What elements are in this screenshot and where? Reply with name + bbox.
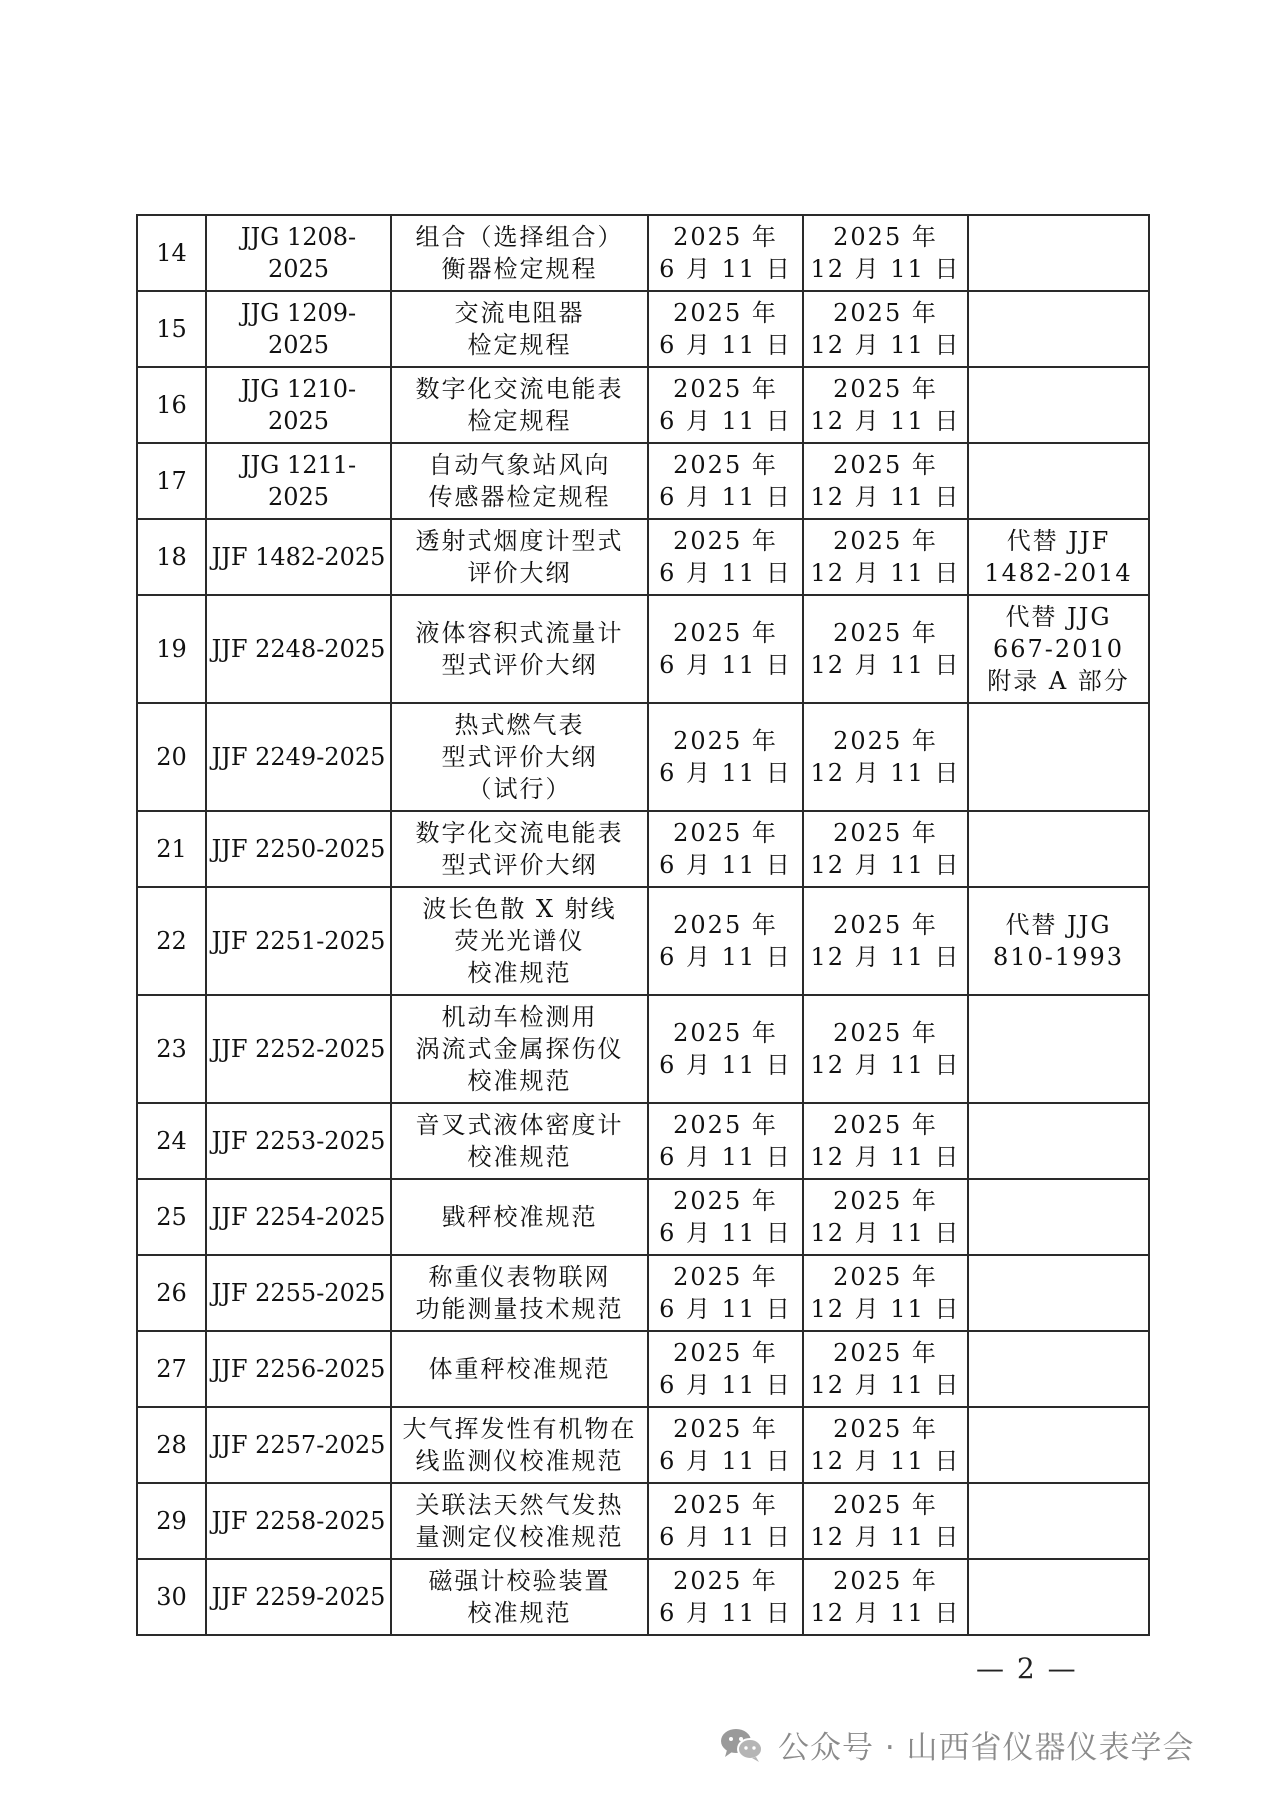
issue-date-cell: 2025 年 6 月 11 日 (648, 1559, 803, 1635)
table-row (137, 995, 1149, 1103)
row-number-cell: 30 (137, 1559, 206, 1635)
standard-code-cell: JJG 1209-2025 (206, 291, 391, 367)
issue-date-cell: 2025 年 6 月 11 日 (648, 1331, 803, 1407)
effective-date-cell: 2025 年 12 月 11 日 (803, 703, 968, 811)
standard-code-cell: JJF 2257-2025 (206, 1407, 391, 1483)
remark-cell (968, 1103, 1149, 1179)
effective-date-cell: 2025 年 12 月 11 日 (803, 887, 968, 995)
effective-date-cell: 2025 年 12 月 11 日 (803, 995, 968, 1103)
effective-date-cell: 2025 年 12 月 11 日 (803, 291, 968, 367)
standard-code-cell: JJF 2258-2025 (206, 1483, 391, 1559)
effective-date-cell: 2025 年 12 月 11 日 (803, 1255, 968, 1331)
row-number-cell: 23 (137, 995, 206, 1103)
standard-name-cell: 磁强计校验装置 校准规范 (391, 1559, 648, 1635)
row-number-cell: 24 (137, 1103, 206, 1179)
table-row (137, 887, 1149, 995)
standard-code-cell: JJG 1211-2025 (206, 443, 391, 519)
standard-name-cell: 波长色散 X 射线 荧光光谱仪 校准规范 (391, 887, 648, 995)
effective-date-cell: 2025 年 12 月 11 日 (803, 443, 968, 519)
remark-cell: 代替 JJG 810-1993 (968, 887, 1149, 995)
issue-date-cell: 2025 年 6 月 11 日 (648, 367, 803, 443)
standard-name-cell: 透射式烟度计型式 评价大纲 (391, 519, 648, 595)
remark-cell (968, 811, 1149, 887)
standards-table (136, 214, 1150, 1636)
remark-cell (968, 443, 1149, 519)
standard-name-cell: 机动车检测用 涡流式金属探伤仪 校准规范 (391, 995, 648, 1103)
table-row (137, 1559, 1149, 1635)
standard-code-cell: JJG 1208-2025 (206, 215, 391, 291)
effective-date-cell: 2025 年 12 月 11 日 (803, 215, 968, 291)
standard-code-cell: JJF 2254-2025 (206, 1179, 391, 1255)
row-number-cell: 25 (137, 1179, 206, 1255)
effective-date-cell: 2025 年 12 月 11 日 (803, 1103, 968, 1179)
remark-cell (968, 703, 1149, 811)
standard-code-cell: JJF 2253-2025 (206, 1103, 391, 1179)
effective-date-cell: 2025 年 12 月 11 日 (803, 1483, 968, 1559)
effective-date-cell: 2025 年 12 月 11 日 (803, 367, 968, 443)
issue-date-cell: 2025 年 6 月 11 日 (648, 1255, 803, 1331)
issue-date-cell: 2025 年 6 月 11 日 (648, 215, 803, 291)
standard-code-cell: JJF 2250-2025 (206, 811, 391, 887)
remark-cell (968, 1483, 1149, 1559)
standard-name-cell: 热式燃气表 型式评价大纲 （试行） (391, 703, 648, 811)
row-number-cell: 22 (137, 887, 206, 995)
standard-code-cell: JJF 2248-2025 (206, 595, 391, 703)
effective-date-cell: 2025 年 12 月 11 日 (803, 519, 968, 595)
issue-date-cell: 2025 年 6 月 11 日 (648, 1407, 803, 1483)
remark-cell (968, 1407, 1149, 1483)
standard-name-cell: 组合（选择组合） 衡器检定规程 (391, 215, 648, 291)
table-row (137, 1179, 1149, 1255)
standard-name-cell: 数字化交流电能表 检定规程 (391, 367, 648, 443)
table-row (137, 595, 1149, 703)
table-row (137, 291, 1149, 367)
table-row (137, 443, 1149, 519)
standard-name-cell: 戥秤校准规范 (391, 1179, 648, 1255)
row-number-cell: 21 (137, 811, 206, 887)
table-row (137, 1483, 1149, 1559)
standard-name-cell: 交流电阻器 检定规程 (391, 291, 648, 367)
standard-code-cell: JJF 2255-2025 (206, 1255, 391, 1331)
row-number-cell: 28 (137, 1407, 206, 1483)
remark-cell (968, 1255, 1149, 1331)
table-row (137, 1331, 1149, 1407)
standard-name-cell: 关联法天然气发热 量测定仪校准规范 (391, 1483, 648, 1559)
standard-code-cell: JJF 2256-2025 (206, 1331, 391, 1407)
remark-cell: 代替 JJG 667-2010 附录 A 部分 (968, 595, 1149, 703)
remark-cell (968, 1331, 1149, 1407)
effective-date-cell: 2025 年 12 月 11 日 (803, 811, 968, 887)
effective-date-cell: 2025 年 12 月 11 日 (803, 1331, 968, 1407)
watermark-text: 公众号 · 山西省仪器仪表学会 (778, 1730, 1195, 1766)
standard-name-cell: 称重仪表物联网 功能测量技术规范 (391, 1255, 648, 1331)
remark-cell: 代替 JJF 1482-2014 (968, 519, 1149, 595)
table-row (137, 1255, 1149, 1331)
table-row (137, 519, 1149, 595)
effective-date-cell: 2025 年 12 月 11 日 (803, 1179, 968, 1255)
standard-name-cell: 数字化交流电能表 型式评价大纲 (391, 811, 648, 887)
standard-name-cell: 大气挥发性有机物在 线监测仪校准规范 (391, 1407, 648, 1483)
row-number-cell: 26 (137, 1255, 206, 1331)
table-row (137, 215, 1149, 291)
row-number-cell: 27 (137, 1331, 206, 1407)
wechat-icon (720, 1727, 764, 1763)
remark-cell (968, 291, 1149, 367)
standard-code-cell: JJG 1210-2025 (206, 367, 391, 443)
standard-code-cell: JJF 2249-2025 (206, 703, 391, 811)
page-number: — 2 — (976, 1652, 1078, 1685)
remark-cell (968, 1559, 1149, 1635)
remark-cell (968, 215, 1149, 291)
issue-date-cell: 2025 年 6 月 11 日 (648, 443, 803, 519)
standard-code-cell: JJF 2252-2025 (206, 995, 391, 1103)
standard-name-cell: 液体容积式流量计 型式评价大纲 (391, 595, 648, 703)
table-row (137, 811, 1149, 887)
remark-cell (968, 995, 1149, 1103)
issue-date-cell: 2025 年 6 月 11 日 (648, 519, 803, 595)
row-number-cell: 19 (137, 595, 206, 703)
effective-date-cell: 2025 年 12 月 11 日 (803, 1559, 968, 1635)
row-number-cell: 18 (137, 519, 206, 595)
row-number-cell: 14 (137, 215, 206, 291)
effective-date-cell: 2025 年 12 月 11 日 (803, 595, 968, 703)
standard-name-cell: 音叉式液体密度计 校准规范 (391, 1103, 648, 1179)
issue-date-cell: 2025 年 6 月 11 日 (648, 1179, 803, 1255)
issue-date-cell: 2025 年 6 月 11 日 (648, 1483, 803, 1559)
row-number-cell: 17 (137, 443, 206, 519)
issue-date-cell: 2025 年 6 月 11 日 (648, 703, 803, 811)
issue-date-cell: 2025 年 6 月 11 日 (648, 291, 803, 367)
issue-date-cell: 2025 年 6 月 11 日 (648, 811, 803, 887)
issue-date-cell: 2025 年 6 月 11 日 (648, 995, 803, 1103)
row-number-cell: 16 (137, 367, 206, 443)
standard-name-cell: 自动气象站风向 传感器检定规程 (391, 443, 648, 519)
standard-code-cell: JJF 1482-2025 (206, 519, 391, 595)
row-number-cell: 15 (137, 291, 206, 367)
issue-date-cell: 2025 年 6 月 11 日 (648, 1103, 803, 1179)
issue-date-cell: 2025 年 6 月 11 日 (648, 595, 803, 703)
standard-code-cell: JJF 2259-2025 (206, 1559, 391, 1635)
table-row (137, 703, 1149, 811)
standard-code-cell: JJF 2251-2025 (206, 887, 391, 995)
table-row (137, 367, 1149, 443)
remark-cell (968, 367, 1149, 443)
table-row (137, 1407, 1149, 1483)
standard-name-cell: 体重秤校准规范 (391, 1331, 648, 1407)
effective-date-cell: 2025 年 12 月 11 日 (803, 1407, 968, 1483)
table-row (137, 1103, 1149, 1179)
watermark (720, 1722, 1195, 1767)
issue-date-cell: 2025 年 6 月 11 日 (648, 887, 803, 995)
row-number-cell: 20 (137, 703, 206, 811)
remark-cell (968, 1179, 1149, 1255)
row-number-cell: 29 (137, 1483, 206, 1559)
